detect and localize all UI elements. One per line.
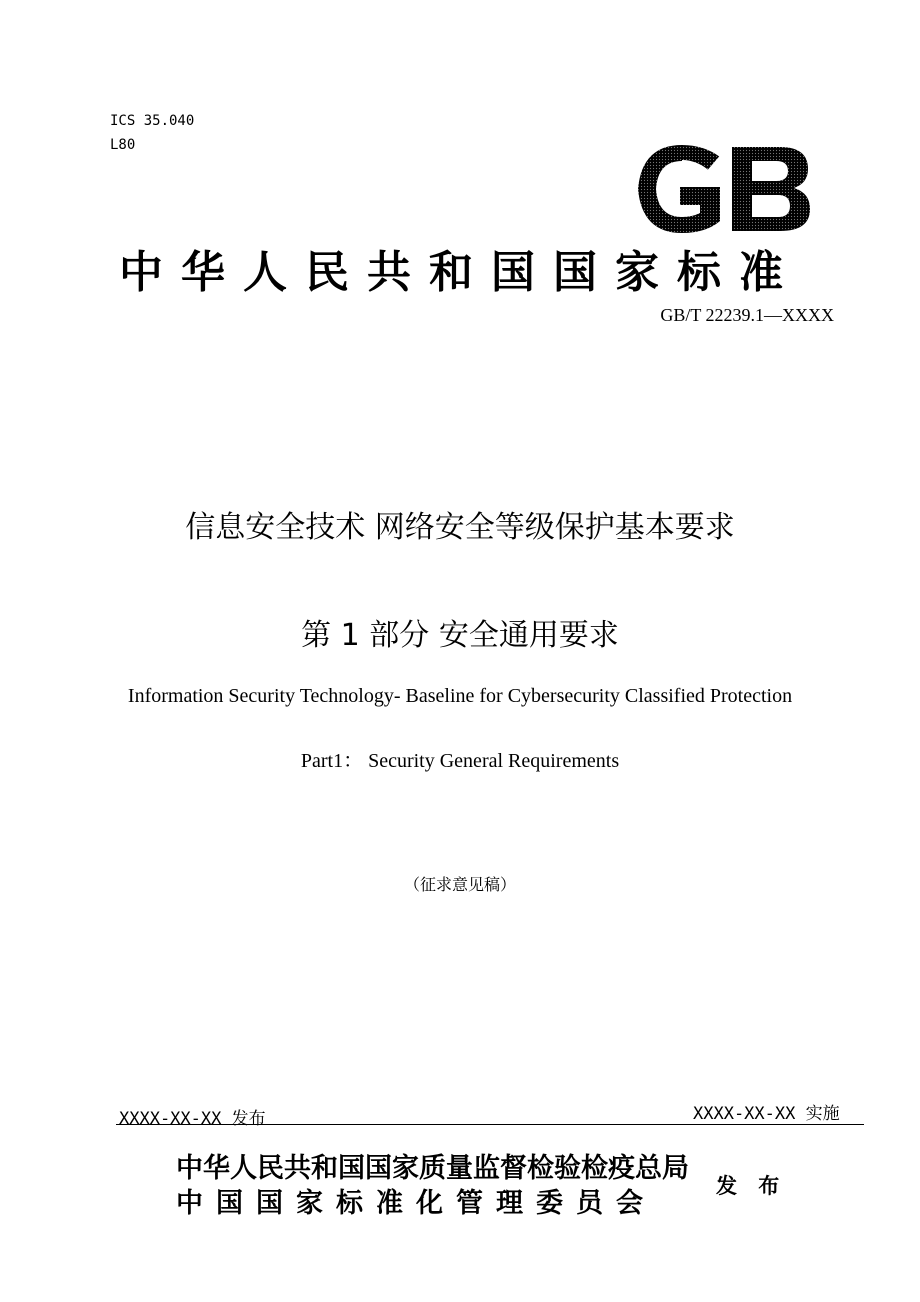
document-part-title-cn: 第 1 部分 安全通用要求 xyxy=(301,618,619,653)
document-title-en: Information Security Technology- Baseline for Cybersecurity Classified Protection xyxy=(127,685,793,707)
gb-logo-icon xyxy=(634,143,812,235)
ics-code: ICS 35.040 xyxy=(110,113,195,129)
footer-divider xyxy=(116,1124,864,1125)
document-part-title-en: Part1： Security General Requirements xyxy=(300,750,620,772)
draft-status-label: （征求意见稿） xyxy=(403,877,516,894)
standard-number: GB/T 22239.1—XXXX xyxy=(660,305,834,325)
issuer-sac: 中国国家标准化管理委员会 xyxy=(176,1188,656,1218)
document-title-cn: 信息安全技术 网络安全等级保护基本要求 xyxy=(185,510,735,545)
implement-date: XXXX-XX-XX 实施 xyxy=(693,1104,840,1124)
national-standard-title: 中华人民共和国国家标准 xyxy=(119,247,801,298)
publish-date: XXXX-XX-XX 发布 xyxy=(119,1109,266,1129)
classification-code: L80 xyxy=(110,137,136,153)
issuer-aqsiq: 中华人民共和国国家质量监督检验检疫总局 xyxy=(176,1153,689,1183)
issued-label: 发 布 xyxy=(716,1174,788,1198)
